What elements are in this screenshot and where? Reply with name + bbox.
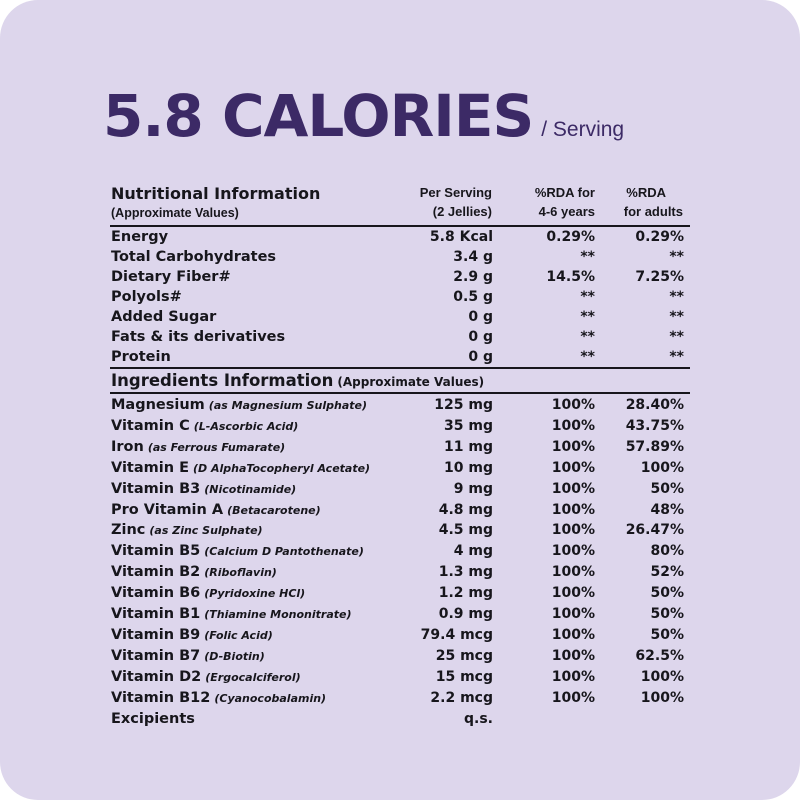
- rda-kids-value: **: [580, 249, 595, 265]
- rda-kids-value: 100%: [551, 647, 595, 664]
- rda-adults-value: 50%: [650, 606, 684, 622]
- row-note: (Folic Acid): [204, 628, 273, 642]
- table-row: [110, 520, 690, 540]
- per-serving-value: 2.9 g: [453, 269, 493, 285]
- rda-adults-value: 50%: [650, 626, 684, 643]
- per-serving-value: 4.8 mg: [438, 501, 493, 518]
- row-label: Vitamin B1: [111, 606, 201, 622]
- rda-adults-value: 0.29%: [635, 229, 684, 245]
- row-note: (Nicotinamide): [204, 482, 297, 496]
- table-row: [110, 437, 690, 457]
- table-row: [110, 709, 690, 729]
- table-row: [110, 227, 690, 247]
- row-label: Zinc: [111, 522, 146, 539]
- rda-kids-value: 100%: [551, 397, 595, 413]
- row-label: Vitamin B3: [111, 480, 201, 497]
- row-name: [111, 604, 352, 625]
- rda-adults-value: 50%: [650, 585, 684, 602]
- section-divider: [110, 367, 690, 369]
- row-label: Protein: [111, 349, 171, 365]
- table-row: [110, 688, 690, 708]
- per-serving-value: 25 mcg: [435, 647, 493, 664]
- rda-adults-value: 100%: [640, 668, 684, 685]
- table-subtitle: (Approximate Values): [111, 206, 239, 220]
- per-serving-value: 5.8 Kcal: [429, 229, 493, 245]
- rda-kids-value: 100%: [551, 522, 595, 539]
- row-label: Vitamin B6: [111, 585, 201, 602]
- rda-kids-value: 100%: [551, 501, 595, 518]
- rda-adults-value: 50%: [650, 480, 684, 497]
- rda-kids-value: 100%: [551, 606, 595, 622]
- row-label: Total Carbohydrates: [111, 249, 277, 265]
- ingredients-header: [111, 371, 484, 390]
- rda-kids-value: 100%: [551, 689, 595, 706]
- per-serving-value: 2.2 mcg: [430, 689, 493, 706]
- rda-kids-value: 100%: [551, 564, 595, 581]
- ingredients-divider: [110, 392, 690, 394]
- row-note: (as Ferrous Fumarate): [147, 440, 286, 454]
- row-name: [111, 347, 171, 367]
- row-note: (as Zinc Sulphate): [149, 524, 263, 538]
- rda-kids-value: 100%: [551, 585, 595, 602]
- rda-adults-value: **: [669, 289, 684, 305]
- rda-kids-value: 100%: [551, 438, 595, 455]
- rda-adults-value: 43.75%: [625, 417, 684, 434]
- row-label: Vitamin E: [111, 459, 190, 476]
- table-row: [110, 562, 690, 582]
- table-row: [110, 667, 690, 687]
- rda-kids-value: 0.29%: [546, 229, 595, 245]
- row-name: [111, 247, 276, 267]
- table-row: [110, 625, 690, 645]
- row-name: [111, 667, 301, 688]
- per-serving-value: 35 mg: [444, 417, 493, 434]
- table-title: Nutritional Information: [111, 184, 321, 203]
- table-row: [110, 458, 690, 478]
- table-row: [110, 267, 690, 287]
- row-name: [111, 520, 263, 541]
- rda-adults-value: **: [669, 309, 684, 325]
- table-row: [110, 500, 690, 520]
- rda-kids-value: **: [580, 329, 595, 345]
- per-serving-value: 0 g: [468, 349, 493, 365]
- row-name: [111, 541, 364, 562]
- per-serving-value: 9 mg: [453, 480, 493, 497]
- row-name: [111, 709, 199, 730]
- rda-adults-value: 62.5%: [635, 647, 684, 664]
- row-label: Vitamin B12: [111, 689, 211, 706]
- col-per-serving-line2: (2 Jellies): [432, 204, 492, 219]
- row-note: (Riboflavin): [204, 566, 277, 580]
- row-name: [111, 688, 326, 709]
- row-note: (D AlphaTocopheryl Acetate): [193, 461, 371, 475]
- rda-kids-value: **: [580, 309, 595, 325]
- table-row: [110, 604, 690, 624]
- row-label: Vitamin C: [111, 417, 190, 434]
- table-row: [110, 327, 690, 347]
- row-note: (D-Biotin): [204, 649, 265, 663]
- rda-adults-value: 48%: [650, 501, 684, 518]
- col-rda-kids-line1: %RDA for: [534, 185, 595, 200]
- rda-kids-value: 100%: [551, 417, 595, 434]
- row-note: (Thiamine Mononitrate): [204, 608, 352, 621]
- rda-adults-value: **: [669, 249, 684, 265]
- row-note: (Pyridoxine HCl): [204, 587, 306, 601]
- per-serving-value: 10 mg: [444, 459, 493, 476]
- row-label: Vitamin B9: [111, 626, 201, 643]
- rda-kids-value: 100%: [551, 543, 595, 560]
- table-row: [110, 479, 690, 499]
- per-serving-value: q.s.: [464, 710, 493, 727]
- row-note: (Cyanocobalamin): [214, 691, 327, 705]
- table-row: [110, 247, 690, 267]
- rda-adults-value: **: [669, 329, 684, 345]
- per-serving-value: 0.5 g: [453, 289, 493, 305]
- row-label: Magnesium: [111, 397, 205, 413]
- row-label: Pro Vitamin A: [111, 501, 224, 518]
- table-row: [110, 307, 690, 327]
- row-note: (Betacarotene): [227, 503, 321, 517]
- row-label: Vitamin D2: [111, 668, 202, 685]
- rda-kids-value: 100%: [551, 668, 595, 685]
- col-rda-kids-line2: 4-6 years: [538, 204, 595, 219]
- rda-adults-value: 26.47%: [625, 522, 684, 539]
- per-serving-value: 4 mg: [453, 543, 493, 560]
- per-serving-value: 1.2 mg: [438, 585, 493, 602]
- row-name: [111, 227, 168, 247]
- row-label: Fats & its derivatives: [111, 329, 286, 345]
- row-label: Vitamin B5: [111, 543, 201, 560]
- row-name: [111, 625, 273, 646]
- ingredients-title: Ingredients Information: [111, 371, 334, 390]
- rda-adults-value: 100%: [640, 689, 684, 706]
- row-label: Iron: [111, 438, 144, 455]
- row-note: (as Magnesium Sulphate): [208, 399, 367, 412]
- rda-adults-value: 100%: [640, 459, 684, 476]
- row-name: [111, 327, 285, 347]
- row-name: [111, 395, 367, 416]
- row-name: [111, 416, 298, 437]
- row-name: [111, 437, 285, 458]
- row-note: (Ergocalciferol): [205, 670, 301, 684]
- rda-kids-value: 100%: [551, 626, 595, 643]
- row-label: Added Sugar: [111, 309, 217, 325]
- table-row: [110, 395, 690, 415]
- row-name: [111, 307, 216, 327]
- per-serving-value: 1.3 mg: [438, 564, 493, 581]
- col-per-serving-line1: Per Serving: [419, 185, 492, 200]
- table-row: [110, 347, 690, 367]
- table-row: [110, 416, 690, 436]
- table-row: [110, 646, 690, 666]
- rda-kids-value: 14.5%: [546, 269, 595, 285]
- row-name: [111, 267, 231, 287]
- rda-kids-value: **: [580, 349, 595, 365]
- col-rda-adults-line1: %RDA: [626, 185, 666, 200]
- rda-adults-value: 80%: [650, 543, 684, 560]
- table-row: [110, 583, 690, 603]
- row-note: (L-Ascorbic Acid): [193, 419, 299, 433]
- per-serving-value: 4.5 mg: [438, 522, 493, 539]
- per-serving-value: 79.4 mcg: [420, 626, 493, 643]
- per-serving-value: 11 mg: [444, 438, 493, 455]
- row-name: [111, 646, 265, 667]
- per-serving-value: 3.4 g: [453, 249, 493, 265]
- table-row: [110, 541, 690, 561]
- rda-kids-value: 100%: [551, 459, 595, 476]
- rda-adults-value: 52%: [650, 564, 684, 581]
- per-serving-value: 125 mg: [434, 397, 493, 413]
- row-name: [111, 458, 370, 479]
- row-name: [111, 479, 296, 500]
- per-serving-value: 15 mcg: [435, 668, 493, 685]
- row-label: Vitamin B2: [111, 564, 201, 581]
- row-label: Dietary Fiber#: [111, 269, 231, 285]
- col-rda-adults-line2: for adults: [623, 204, 683, 219]
- rda-adults-value: **: [669, 349, 684, 365]
- calorie-value: 5.8 CALORIES: [103, 82, 534, 150]
- row-name: [111, 287, 182, 307]
- row-label: Excipients: [111, 710, 195, 727]
- row-label: Polyols#: [111, 289, 182, 305]
- per-serving-value: 0 g: [468, 309, 493, 325]
- per-serving-value: 0 g: [468, 329, 493, 345]
- rda-adults-value: 7.25%: [635, 269, 684, 285]
- serving-suffix: / Serving: [541, 118, 625, 141]
- rda-kids-value: **: [580, 289, 595, 305]
- calorie-headline: [103, 82, 624, 150]
- row-name: [111, 500, 321, 521]
- row-note: (Calcium D Pantothenate): [204, 545, 364, 559]
- rda-adults-value: 57.89%: [625, 438, 684, 455]
- row-label: Vitamin B7: [111, 647, 201, 664]
- table-row: [110, 287, 690, 307]
- per-serving-value: 0.9 mg: [438, 606, 493, 622]
- row-label: Energy: [111, 229, 169, 245]
- rda-kids-value: 100%: [551, 480, 595, 497]
- ingredients-subtitle: (Approximate Values): [337, 375, 485, 389]
- row-name: [111, 583, 305, 604]
- row-name: [111, 562, 277, 583]
- rda-adults-value: 28.40%: [625, 397, 684, 413]
